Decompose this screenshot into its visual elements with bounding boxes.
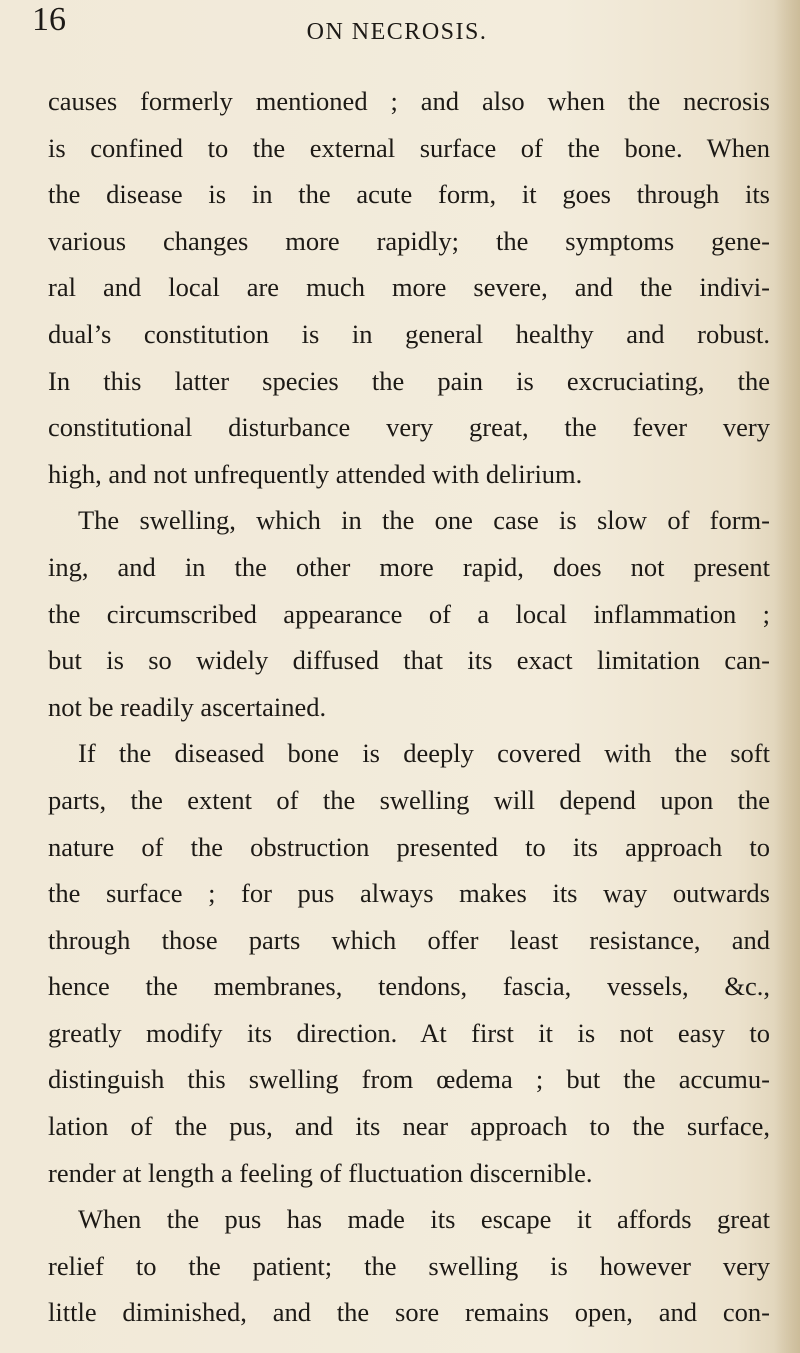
text-line: render at length a feeling of fluctuation discernible.: [48, 1157, 593, 1188]
text-line: relief to the patient; the swelling is however very: [48, 1250, 770, 1281]
text-line: lation of the pus, and its near approach to the surface,: [48, 1111, 770, 1142]
text-line: the circumscribed appearance of a local inflammation ;: [48, 598, 770, 629]
text-line: The swelling, which in the one case is slow of form-: [78, 505, 770, 536]
text-line: When the pus has made its escape it affords great: [78, 1204, 770, 1235]
page-header: [32, 1, 762, 54]
text-line: parts, the extent of the swelling will depend upon the: [48, 784, 770, 815]
text-line: but is so widely diffused that its exact limitation can-: [48, 645, 770, 676]
text-line: nature of the obstruction presented to its approach to: [48, 831, 770, 862]
text-line: ral and local are much more severe, and the indivi-: [48, 272, 770, 303]
text-line: the disease is in the acute form, it goes through its: [48, 179, 770, 210]
text-line: causes formerly mentioned ; and also when the necrosis: [48, 86, 770, 116]
text-line: is confined to the external surface of the bone. When: [48, 132, 770, 163]
page-number: 16: [32, 1, 66, 38]
text-line: not be readily ascertained.: [48, 691, 327, 722]
text-line: hence the membranes, tendons, fascia, vessels, &c.,: [48, 971, 770, 1002]
text-line: distinguish this swelling from œdema ; but the accumu-: [48, 1064, 770, 1095]
page-edge-shadow: [774, 0, 800, 1353]
text-line: little diminished, and the sore remains open, and con-: [48, 1297, 770, 1328]
text-line: constitutional disturbance very great, the fever very: [48, 412, 770, 443]
running-title: ON NECROSIS.: [306, 19, 488, 45]
text-line: dual’s constitution is in general healthy and robust.: [48, 318, 770, 349]
text-line: high, and not unfrequently attended with delirium.: [48, 458, 583, 489]
text-line: In this latter species the pain is excruciating, the: [48, 365, 770, 396]
text-line: the surface ; for pus always makes its way outwards: [48, 878, 770, 909]
text-line: greatly modify its direction. At first it is not easy to: [48, 1017, 770, 1048]
text-line: through those parts which offer least resistance, and: [48, 924, 770, 955]
text-line: ing, and in the other more rapid, does not present: [48, 551, 770, 582]
text-line: various changes more rapidly; the symptoms gene-: [48, 225, 770, 256]
body-text: [48, 78, 770, 1336]
text-line: If the diseased bone is deeply covered with the soft: [78, 738, 770, 769]
